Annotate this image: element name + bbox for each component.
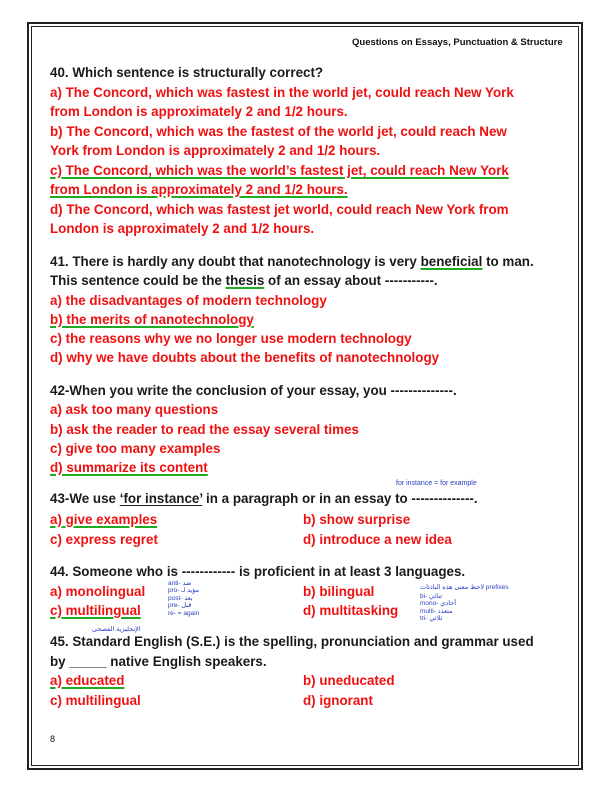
q42-option-b: b) ask the reader to read the essay several times xyxy=(50,422,359,437)
q41-option-d: d) why we have doubts about the benefits of nanotechnology xyxy=(50,350,440,365)
q44-option-b: b) bilingual xyxy=(303,584,375,599)
q40-option-d-line2: London is approximately 2 and 1/2 hours. xyxy=(50,221,315,236)
q40-option-a-line2: from London is approximately 2 and 1/2 hours. xyxy=(50,104,348,119)
q41-option-b-answer: b) the merits of nanotechnology xyxy=(50,312,254,327)
q42-option-c: c) give too many examples xyxy=(50,441,221,456)
prefix-note: multi- متعدد xyxy=(420,607,453,615)
page-header: Questions on Essays, Punctuation & Structure xyxy=(352,37,563,48)
arabic-note-standard-english: الإنجليزية الفصحى xyxy=(92,626,141,633)
q40-option-b-line2: York from London is approximately 2 and 1/2 hours. xyxy=(50,143,381,158)
q44-option-d: d) multitasking xyxy=(303,603,399,618)
q41-word-thesis: thesis xyxy=(225,273,265,288)
q44-option-c-answer: c) multilingual xyxy=(50,603,141,618)
q41-option-a: a) the disadvantages of modern technology xyxy=(50,293,327,308)
q45-option-b: b) uneducated xyxy=(303,673,395,688)
q43-margin-note: for instance = for example xyxy=(396,480,477,487)
q41-option-c: c) the reasons why we no longer use modern technology xyxy=(50,331,412,346)
prefix-note: tri- ثلاثي xyxy=(420,615,443,623)
q40-stem: 40. Which sentence is structurally correct? xyxy=(50,65,324,80)
q45-option-a-answer: a) educated xyxy=(50,673,125,688)
q40-option-c-line2-answer: from London is approximately 2 and 1/2 hours. xyxy=(50,182,348,197)
q45-stem-line1: 45. Standard English (S.E.) is the spelling, pronunciation and grammar used xyxy=(50,634,534,649)
prefix-note: pre- قبل xyxy=(168,602,192,610)
q40-option-d-line1: d) The Concord, which was fastest jet world, could reach New York from xyxy=(50,202,509,217)
prefix-note: anti- ضد xyxy=(168,580,192,587)
q40-option-a-line1: a) The Concord, which was fastest in the world jet, could reach New York xyxy=(50,85,514,100)
q43-stem: 43-We use ‘for instance’ in a paragraph or in an essay to --------------. xyxy=(50,491,478,506)
q43-option-d: d) introduce a new idea xyxy=(303,532,452,547)
q41-word-beneficial: beneficial xyxy=(420,254,483,269)
q42-option-d-answer: d) summarize its content xyxy=(50,460,208,475)
q42-stem: 42-When you write the conclusion of your essay, you --------------. xyxy=(50,383,457,398)
q44-option-a: a) monolingual xyxy=(50,584,146,599)
prefix-notes-right xyxy=(420,593,456,623)
page-number: 8 xyxy=(50,734,56,744)
prefix-note: bi- ثنائي xyxy=(420,593,443,600)
q43-option-b: b) show surprise xyxy=(303,512,411,527)
prefix-note: mono- أحادي xyxy=(420,600,457,608)
q45-option-c: c) multilingual xyxy=(50,693,141,708)
q41-stem-line2: This sentence could be the thesis of an essay about -----------. xyxy=(50,273,438,288)
q43-option-a-answer: a) give examples xyxy=(50,512,158,527)
prefix-notes-right-title: لاحظ معنى هذه البادئات prefixes xyxy=(420,584,509,591)
q40-option-b-line1: b) The Concord, which was the fastest of the world jet, could reach New xyxy=(50,124,507,139)
q43-option-c: c) express regret xyxy=(50,532,158,547)
q42-option-a: a) ask too many questions xyxy=(50,402,219,417)
q40-option-c-line1-answer: c) The Concord, which was the world’s fastest jet, could reach New York xyxy=(50,163,509,178)
prefix-notes-left xyxy=(168,580,199,617)
q41-stem-line1: 41. There is hardly any doubt that nanotechnology is very beneficial to man. xyxy=(50,254,534,269)
q45-stem-line2: by _____ native English speakers. xyxy=(50,654,267,669)
prefix-note: pro- مؤيد لـ xyxy=(168,587,200,595)
prefix-note: re- = again xyxy=(168,609,200,617)
q44-stem: 44. Someone who is ------------ is proficient in at least 3 languages. xyxy=(50,564,466,579)
prefix-note: post- بعد xyxy=(168,594,193,602)
q45-option-d: d) ignorant xyxy=(303,693,373,708)
q43-phrase-for-instance: ‘for instance’ xyxy=(119,491,203,506)
